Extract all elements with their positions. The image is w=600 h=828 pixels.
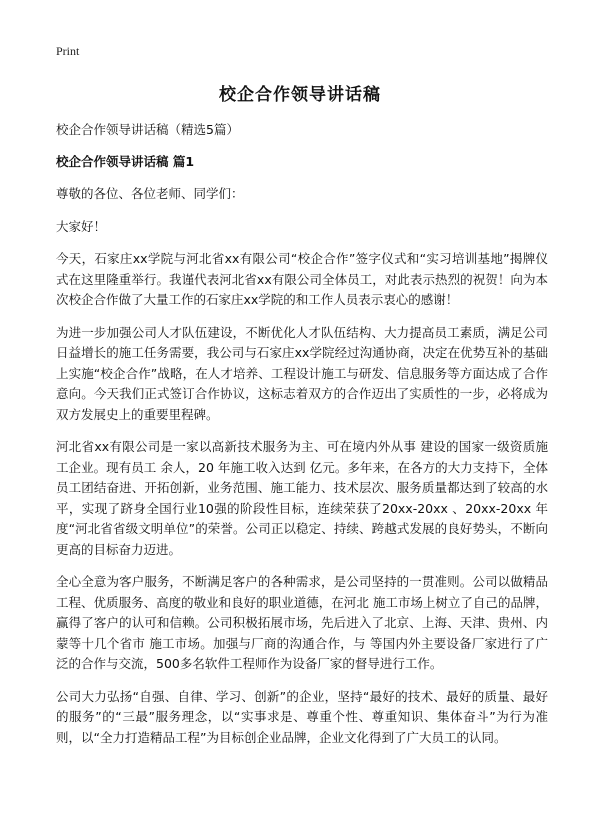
greeting: 尊敬的各位、各位老师、同学们：	[56, 186, 244, 201]
paragraph-5: 公司大力弘扬“自强、自律、学习、创新”的企业，坚持“最好的技术、最好的质量、最好的服务”的“三最”服务理念，以“实事求是、尊重个性、尊重知识、集体奋斗”为行为准则，以“全力打造精品工程”为目标创企业品牌，企业文化得到了广大员工的认同。	[56, 688, 548, 745]
paragraph-3: 河北省xx有限公司是一家以高新技术服务为主、可在境内外从事 建设的国家一级资质施工企业。现有员工 余人，20 年施工收入达到 亿元。多年来，在各方的大力支持下，全体员工团结奋进、开拓创新，业务范围、施工能力、技术层次、服务质量都达到了较高的水平，实现了跻身全国行业10强的阶段性目标，连续荣获了20xx-20xx 、20xx-20xx 年度“河北省省级文明单位”的荣誉。公司正以稳定、持续、跨越式发展的良好势头，不断向更高的目标奋力迈进。	[56, 439, 548, 557]
paragraph-2: 为进一步加强公司人才队伍建设，不断优化人才队伍结构、大力提高员工素质，满足公司日益增长的施工任务需要，我公司与石家庄xx学院经过沟通协商，决定在优势互补的基础上实施“校企合作”战略，在人才培养、工程设计施工与研发、信息服务等方面达成了合作意向。今天我们正式签订合作协议，这标志着双方的合作迈出了实质性的一步，必将成为双方发展史上的重要里程碑。	[56, 324, 548, 422]
section-heading: 校企合作领导讲话稿 篇1	[56, 154, 195, 169]
salutation: 大家好！	[56, 218, 107, 234]
paragraph-1: 今天，石家庄xx学院与河北省xx有限公司“校企合作”签字仪式和“实习培训基地”揭牌仪式在这里隆重举行。我谨代表河北省xx有限公司全体员工，对此表示热烈的祝贺！向为本次校企合作做了大量工作的石家庄xx学院的和工作人员表示衷心的感谢！	[56, 251, 548, 307]
document-body	[56, 120, 548, 760]
paragraph-4: 全心全意为客户服务，不断满足客户的各种需求，是公司坚持的一贯准则。公司以做精品工程、优质服务、高度的敬业和良好的职业道德，在河北 施工市场上树立了自己的品牌，赢得了客户的认可和信赖。公司积极拓展市场，先后进入了北京、上海、天津、贵州、内蒙等十几个省市 施工市场。加强与厂商的沟通合作，与 等国内外主要设备厂家进行了广泛的合作与交流，500多名软件工程师作为设备厂家的督导进行工作。	[56, 574, 548, 671]
document-subtitle: 校企合作领导讲话稿（精选5篇）	[56, 122, 239, 137]
page-title: 校企合作领导讲话稿	[219, 85, 381, 105]
print-label: Print	[56, 44, 80, 58]
